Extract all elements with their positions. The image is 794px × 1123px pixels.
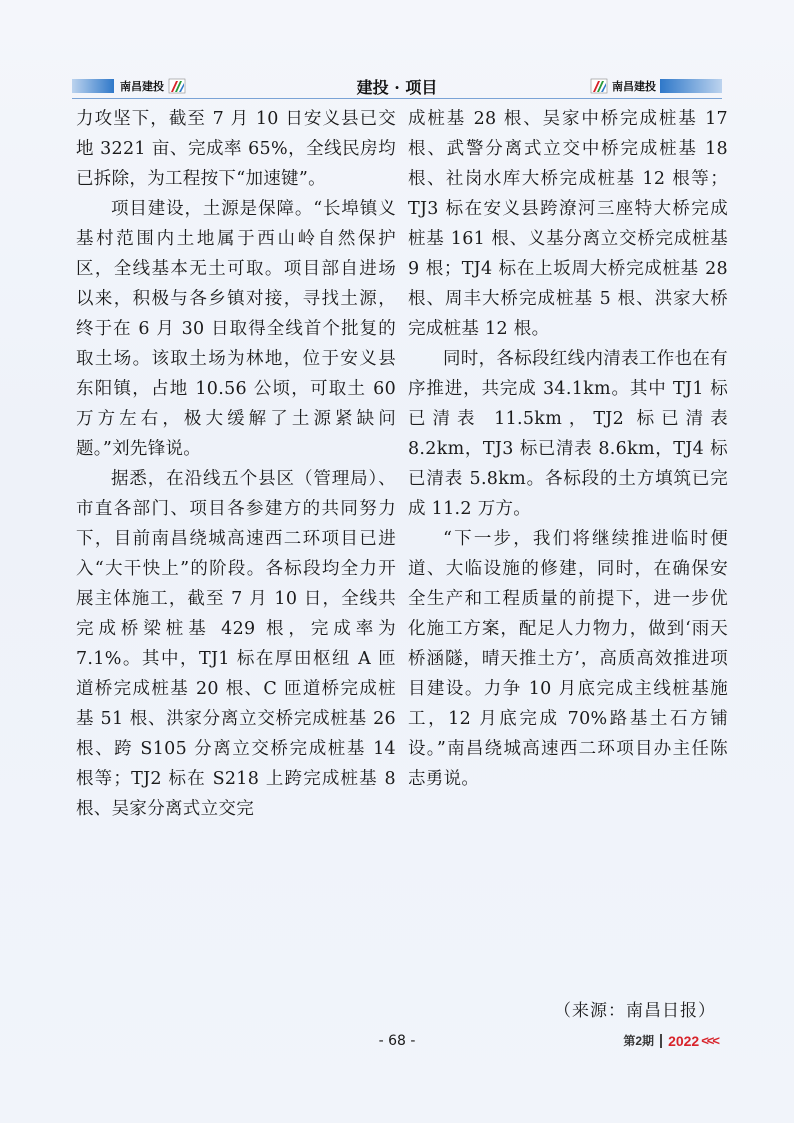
header-brand-left-text: 南昌建投	[120, 81, 164, 93]
header-brand-right-text: 南昌建投	[612, 81, 656, 93]
chevrons-left-icon: <<<	[701, 1033, 718, 1048]
header-brand-right	[582, 78, 722, 94]
header-divider	[72, 98, 722, 99]
right-text-column	[408, 104, 728, 794]
article-source: （来源：南昌日报）	[554, 1001, 716, 1021]
paragraph: 同时，各标段红线内清表工作也在有序推进，共完成 34.1km。其中 TJ1 标已清表 11.5km，TJ2 标已清表 8.2km，TJ3 标已清表 8.6km，TJ4 标已清表 5.8km。各标段的土方填筑已完成 11.2 万方。	[408, 349, 728, 519]
header-section-title: 建投 · 项目	[356, 78, 438, 97]
paragraph: 成桩基 28 根、吴家中桥完成桩基 17 根、武警分离式立交中桥完成桩基 18 根、社岗水库大桥完成桩基 12 根等；TJ3 标在安义县跨潦河三座特大桥完成桩基 161 根、义基分离立交桥完成桩基 9 根；TJ4 标在上坂周大桥完成桩基 28 根、周丰大桥完成桩基 5 根、洪家大桥完成桩基 12 根。	[408, 109, 728, 339]
left-text-column	[76, 104, 396, 824]
header-blue-bar-right	[660, 79, 722, 93]
page-header	[72, 72, 722, 100]
issue-number: 第2期	[623, 1034, 655, 1048]
paragraph: “下一步，我们将继续推进临时便道、大临设施的修建，同时，在确保安全生产和工程质量的前提下，进一步优化施工方案，配足人力物力，做到‘雨天桥涵隧，晴天推土方’，高质高效推进项目建设。力争 10 月底完成主线桩基施工，12 月底完成 70%路基土石方铺设。”南昌绕城高速西二环项目办主任陈志勇说。	[408, 529, 728, 789]
paragraph: 力攻坚下，截至 7 月 10 日安义县已交地 3221 亩、完成率 65%，全线民房均已拆除，为工程按下“加速键”。	[76, 109, 396, 189]
issue-separator	[660, 1034, 662, 1048]
page-number: - 68 -	[378, 1033, 416, 1049]
paragraph: 据悉，在沿线五个县区（管理局）、市直各部门、项目各参建方的共同努力下，目前南昌绕城高速西二环项目已进入“大干快上”的阶段。各标段均全力开展主体施工，截至 7 月 10 日，全线共完成桥梁桩基 429 根，完成率为 7.1%。其中，TJ1 标在厚田枢纽 A 匝道桥完成桩基 20 根、C 匝道桥完成桩基 51 根、洪家分离立交桥完成桩基 26 根、跨 S105 分离立交桥完成桩基 14 根等；TJ2 标在 S218 上跨完成桩基 8 根、吴家分离式立交完	[76, 469, 396, 819]
issue-year: 2022	[668, 1032, 700, 1049]
issue-badge	[623, 1032, 718, 1049]
paragraph: 项目建设，土源是保障。“长埠镇义基村范围内土地属于西山岭自然保护区，全线基本无土可取。项目部自进场以来，积极与各乡镇对接，寻找土源，终于在 6 月 30 日取得全线首个批复的取土场。该取土场为林地，位于安义县东阳镇，占地 10.56 公顷，可取土 60 万方左右，极大缓解了土源紧缺问题。”刘先锋说。	[76, 199, 396, 459]
brand-logo-icon	[590, 78, 608, 94]
